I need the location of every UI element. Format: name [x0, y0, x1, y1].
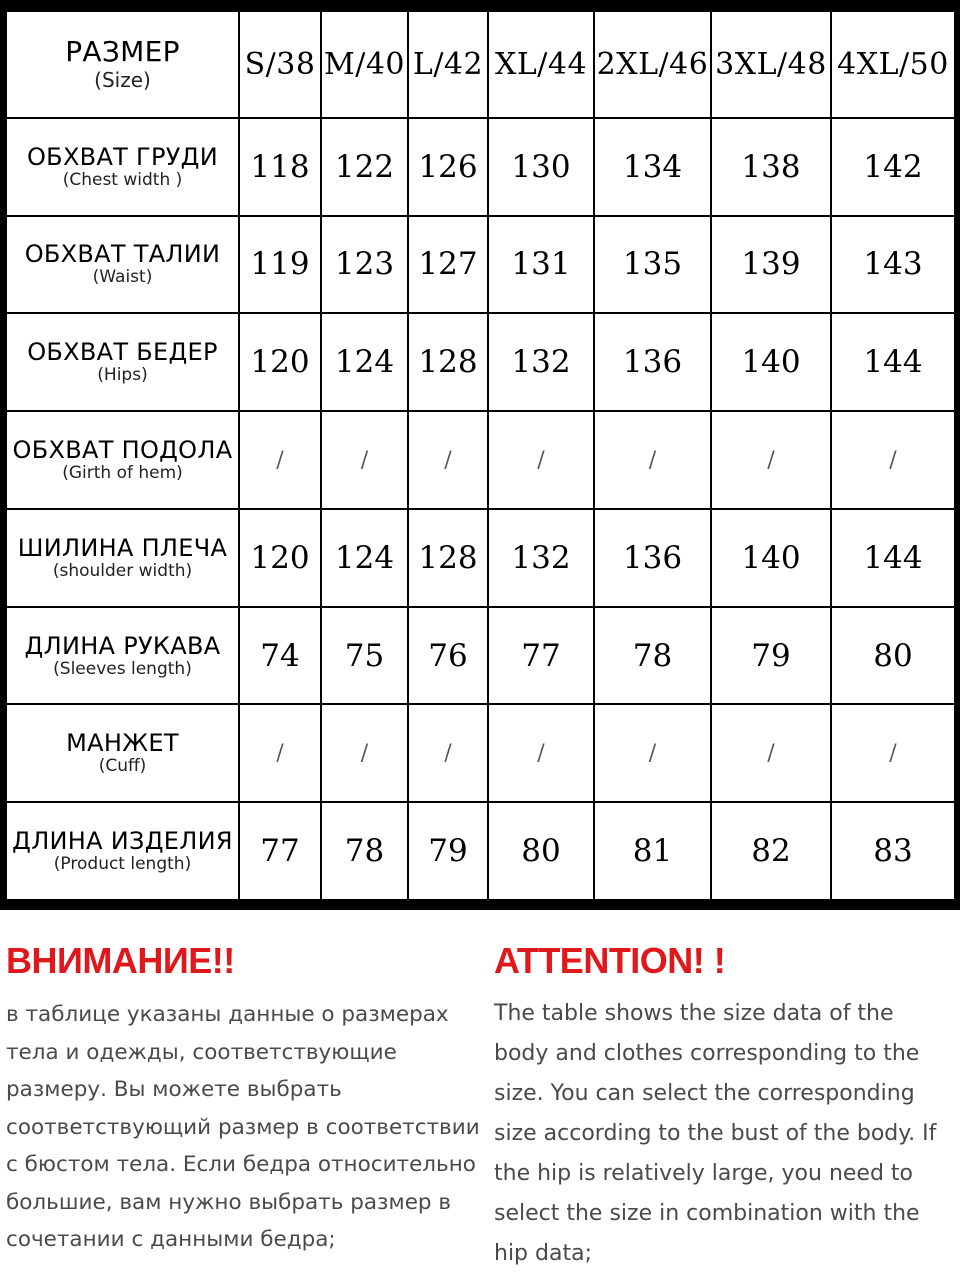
measurement-label: ОБХВАТ БЕДЕР — [27, 338, 218, 367]
value-cell — [488, 118, 594, 216]
measurement-value: / — [360, 447, 369, 473]
measurement-value: / — [360, 740, 369, 766]
measurement-value: 140 — [741, 539, 801, 576]
measurement-sublabel: (Girth of hem) — [62, 463, 183, 483]
value-cell — [239, 802, 321, 900]
size-title: РАЗМЕР — [65, 35, 180, 69]
measurement-value: / — [444, 740, 452, 766]
measurement-value: 136 — [622, 539, 683, 576]
measurement-value: 144 — [863, 344, 923, 381]
note-russian — [6, 930, 486, 1259]
value-cell — [408, 509, 488, 607]
value-cell — [831, 509, 955, 607]
measurement-value: 128 — [418, 539, 478, 576]
value-cell — [408, 313, 488, 411]
measurement-value: 132 — [511, 539, 571, 576]
table-row — [6, 802, 955, 900]
measurement-value: 143 — [863, 246, 923, 283]
measurement-value: 127 — [418, 246, 478, 283]
table-row — [6, 704, 955, 802]
value-cell — [594, 118, 711, 216]
measurement-value: / — [444, 447, 452, 473]
value-cell — [711, 411, 831, 509]
value-cell — [408, 216, 488, 314]
value-cell — [488, 216, 594, 314]
measurement-label-cell — [6, 802, 239, 900]
size-header: XL/44 — [494, 46, 588, 82]
measurement-value: 135 — [622, 246, 683, 283]
size-header: L/42 — [412, 46, 484, 82]
measurement-value: 126 — [418, 148, 478, 185]
value-cell — [594, 704, 711, 802]
value-cell — [408, 118, 488, 216]
measurement-value: 78 — [632, 637, 673, 674]
measurement-label: МАНЖЕТ — [66, 729, 179, 758]
value-cell — [239, 313, 321, 411]
size-header-cell — [594, 11, 711, 118]
header-row — [6, 11, 955, 118]
attention-title-en: ATTENTION! ! — [494, 940, 726, 981]
measurement-value: / — [889, 740, 897, 766]
measurement-value: / — [767, 740, 775, 766]
value-cell — [831, 118, 955, 216]
size-header: 4XL/50 — [837, 46, 949, 82]
measurement-value: 134 — [622, 148, 683, 185]
value-cell — [321, 313, 408, 411]
value-cell — [594, 802, 711, 900]
measurement-value: 123 — [334, 246, 395, 283]
size-header-cell — [488, 11, 594, 118]
value-cell — [594, 216, 711, 314]
value-cell — [711, 704, 831, 802]
attention-text-ru: в таблице указаны данные о размерах тела и одежды, соответствующие размеру. Вы можете выбрать соответствующий размер в соответствии с бюстом тела. Если бедра относительно большие, вам нужно выбрать размер в сочетании с данными бедра; — [6, 1002, 480, 1252]
measurement-value: / — [537, 447, 545, 473]
measurement-label-cell — [6, 704, 239, 802]
measurement-label-cell — [6, 313, 239, 411]
value-cell — [239, 509, 321, 607]
size-chart-body — [6, 11, 955, 900]
measurement-value: 79 — [428, 833, 468, 870]
measurement-value: / — [767, 447, 775, 473]
value-cell — [321, 411, 408, 509]
value-cell — [711, 509, 831, 607]
table-row — [6, 216, 955, 314]
table-row — [6, 118, 955, 216]
value-cell — [488, 313, 594, 411]
size-header-cell — [321, 11, 408, 118]
measurement-sublabel: (Product length) — [53, 854, 192, 875]
value-cell — [711, 118, 831, 216]
size-chart-table — [5, 10, 956, 901]
value-cell — [408, 704, 488, 802]
value-cell — [594, 313, 711, 411]
measurement-value: 122 — [334, 148, 395, 185]
measurement-value: 118 — [250, 148, 310, 185]
measurement-value: 124 — [334, 539, 395, 576]
measurement-value: 119 — [250, 246, 310, 283]
value-cell — [711, 607, 831, 705]
measurement-label-cell — [6, 118, 239, 216]
measurement-value: / — [537, 740, 545, 766]
measurement-label-cell — [6, 509, 239, 607]
measurement-sublabel: (Cuff) — [98, 756, 147, 777]
measurement-label: ДЛИНА РУКАВА — [24, 631, 221, 660]
measurement-value: 142 — [863, 148, 923, 185]
measurement-value: 132 — [511, 344, 571, 381]
value-cell — [408, 411, 488, 509]
measurement-value: 128 — [418, 344, 478, 381]
table-row — [6, 607, 955, 705]
measurement-value: 78 — [344, 833, 385, 870]
size-header: 3XL/48 — [715, 46, 827, 82]
value-cell — [831, 216, 955, 314]
measurement-value: 140 — [741, 344, 801, 381]
measurement-value: 80 — [873, 637, 913, 674]
attention-title-ru: ВНИМАНИЕ!! — [6, 940, 235, 981]
value-cell — [321, 118, 408, 216]
size-subtitle: (Size) — [94, 68, 151, 93]
value-cell — [408, 607, 488, 705]
value-cell — [321, 509, 408, 607]
measurement-value: 120 — [250, 344, 310, 381]
measurement-value: 82 — [751, 833, 791, 870]
measurement-value: 75 — [344, 637, 385, 674]
value-cell — [711, 216, 831, 314]
measurement-value: 83 — [873, 833, 913, 870]
measurement-label: ОБХВАТ ТАЛИИ — [24, 240, 221, 269]
size-header-cell — [408, 11, 488, 118]
measurement-value: / — [276, 740, 284, 766]
note-english — [494, 930, 954, 1274]
measurement-value: 139 — [741, 246, 801, 283]
measurement-value: 74 — [260, 637, 300, 674]
table-row — [6, 313, 955, 411]
value-cell — [488, 411, 594, 509]
measurement-value: 79 — [751, 637, 791, 674]
measurement-value: 131 — [511, 246, 571, 283]
size-header: M/40 — [324, 46, 405, 82]
size-header-cell — [711, 11, 831, 118]
value-cell — [488, 802, 594, 900]
measurement-label-cell — [6, 607, 239, 705]
size-header: 2XL/46 — [596, 46, 709, 82]
value-cell — [239, 704, 321, 802]
size-header-cell — [239, 11, 321, 118]
measurement-value: / — [276, 447, 284, 473]
value-cell — [321, 704, 408, 802]
value-cell — [321, 216, 408, 314]
measurement-label-cell — [6, 216, 239, 314]
value-cell — [711, 802, 831, 900]
measurement-value: / — [889, 447, 897, 473]
value-cell — [594, 607, 711, 705]
value-cell — [711, 313, 831, 411]
size-label-cell — [6, 11, 239, 118]
measurement-label: ДЛИНА ИЗДЕЛИЯ — [12, 827, 233, 856]
measurement-value: 77 — [260, 833, 300, 870]
measurement-sublabel: (Hips) — [97, 365, 148, 386]
measurement-value: 76 — [428, 637, 468, 674]
value-cell — [488, 607, 594, 705]
measurement-value: 138 — [741, 148, 801, 185]
value-cell — [831, 607, 955, 705]
measurement-value: / — [648, 740, 657, 766]
measurement-label: ШИЛИНА ПЛЕЧА — [17, 533, 228, 562]
value-cell — [831, 802, 955, 900]
measurement-sublabel: (shoulder width) — [52, 560, 193, 581]
value-cell — [488, 704, 594, 802]
attention-text-en: The table shows the size data of the body and clothes corresponding to the size. You can select the corresponding size according to the bust of the body. If the hip is relatively large, you need to select the size in combination with the hip data; — [494, 1001, 937, 1266]
measurement-value: 144 — [863, 539, 923, 576]
value-cell — [488, 509, 594, 607]
table-row — [6, 509, 955, 607]
value-cell — [831, 411, 955, 509]
measurement-value: 81 — [632, 833, 673, 870]
measurement-label: ОБХВАТ ПОДОЛА — [12, 436, 233, 464]
size-header: S/38 — [244, 46, 316, 82]
size-header-cell — [831, 11, 955, 118]
value-cell — [594, 411, 711, 509]
measurement-value: 120 — [250, 539, 310, 576]
measurement-value: 80 — [521, 833, 561, 870]
value-cell — [321, 802, 408, 900]
measurement-value: / — [648, 447, 657, 473]
value-cell — [321, 607, 408, 705]
measurement-sublabel: (Chest width ) — [62, 169, 183, 190]
measurement-value: 77 — [521, 637, 561, 674]
table-row — [6, 411, 955, 509]
measurement-value: 124 — [334, 344, 395, 381]
value-cell — [594, 509, 711, 607]
value-cell — [239, 118, 321, 216]
measurement-value: 136 — [622, 344, 683, 381]
measurement-label: ОБХВАТ ГРУДИ — [26, 142, 218, 171]
measurement-label-cell — [6, 411, 239, 509]
value-cell — [239, 411, 321, 509]
value-cell — [239, 607, 321, 705]
value-cell — [831, 704, 955, 802]
notes-section — [0, 930, 960, 1280]
measurement-sublabel: (Waist) — [92, 267, 153, 288]
measurement-sublabel: (Sleeves length) — [53, 658, 192, 679]
value-cell — [239, 216, 321, 314]
value-cell — [408, 802, 488, 900]
measurement-value: 130 — [511, 148, 571, 185]
value-cell — [831, 313, 955, 411]
